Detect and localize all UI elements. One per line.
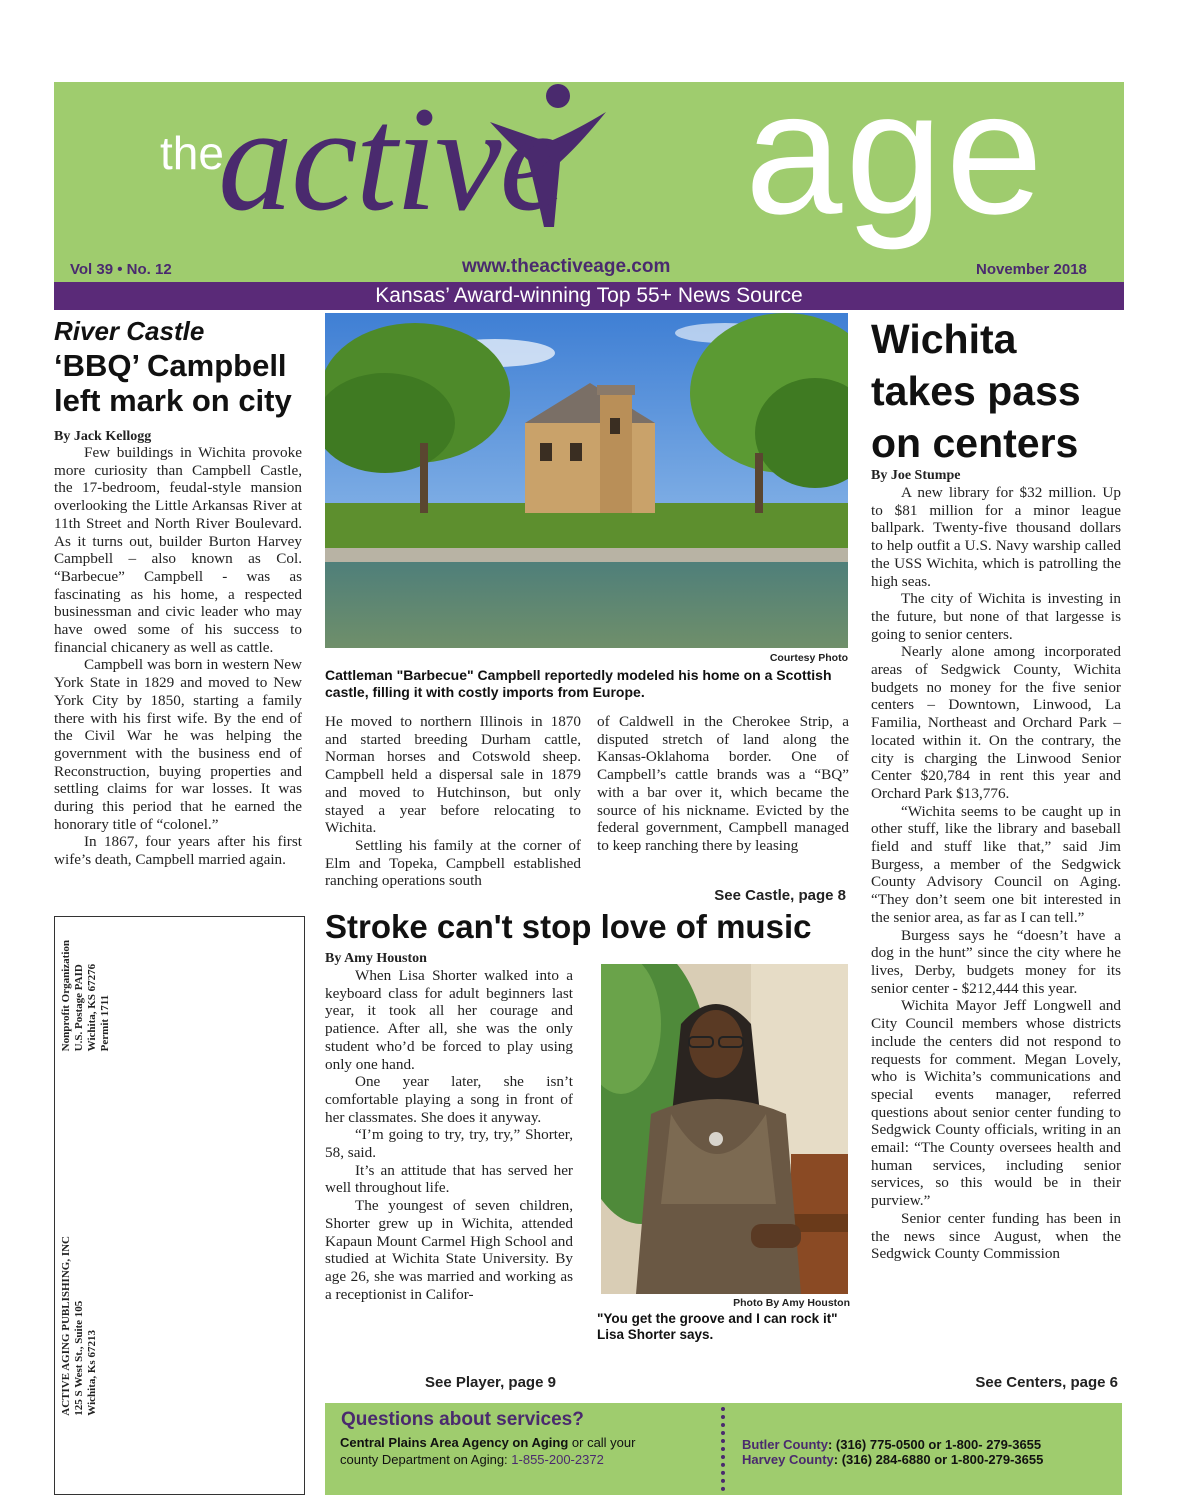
paragraph: Settling his family at the corner of Elm and Topeka, Campbell established ranching operations south: [325, 836, 581, 890]
paragraph: The city of Wichita is investing in the future, but none of that largesse is going to senior centers.: [871, 590, 1121, 643]
butler-county-line: [742, 1437, 1041, 1452]
paragraph: “Wichita seems to be caught up in other stuff, like the library and baseball field and stuff like that,” said Jim Burgess, a member of the Sedgwick County Advisory Council on Aging. “They don’t seem one bit interested in the senior area, as far as I can tell.”: [871, 802, 1121, 926]
publisher-line: 125 S West St., Suite 105: [73, 1300, 85, 1416]
centers-column: [871, 484, 1121, 1263]
centers-byline: By Joe Stumpe: [871, 468, 961, 483]
stroke-headline: Stroke can't stop love of music: [325, 908, 812, 945]
paragraph: Few buildings in Wichita provoke more curiosity than Campbell Castle, the 17-bedroom, feudal-style mansion overlooking the Little Arkansas River at 11th Street and North River Boulevard. As it turns out, builder Burton Harvey Campbell – also known as Col. “Barbecue” Campbell - was as fascinating as his home, a respected businessman and civic leader who may have owed some of his success to financial chicanery as well as cattle.: [54, 444, 302, 656]
stroke-photo-caption: "You get the groove and I can rock it" Lisa Shorter says.: [597, 1311, 838, 1342]
stroke-continued-link[interactable]: See Player, page 9: [425, 1374, 556, 1391]
paragraph: Burgess says he “doesn’t have a dog in the hunt” since the city where he lives, Derby, budgets money for its senior center - $212,444 this year.: [871, 926, 1121, 997]
permit-line: Nonprofit Organization: [60, 940, 72, 1052]
paragraph: He moved to northern Illinois in 1870 and started breeding Durham cattle, Norman horses and Cotswold sheep. Campbell held a dispersal sale in 1879 and moved to Hutchinson, but only stayed a year before relocating to Wichita.: [325, 713, 581, 837]
postage-permit: [60, 940, 112, 1051]
castle-column-1: [54, 444, 302, 869]
publisher-line: Wichita, Ks 67213: [86, 1330, 98, 1416]
paragraph: It’s an attitude that has served her well throughout life.: [325, 1161, 573, 1197]
agency-name: Central Plains Area Agency on Aging: [340, 1435, 569, 1450]
castle-photo-caption: Cattleman "Barbecue" Campbell reportedly modeled his home on a Scottish castle, filling it with costly imports from Europe.: [325, 667, 832, 700]
dept-phone[interactable]: 1-855-200-2372: [511, 1452, 604, 1467]
castle-column-3: [597, 713, 849, 855]
publisher-line: ACTIVE AGING PUBLISHING, INC: [60, 1236, 72, 1416]
tagline-bar: Kansas’ Award-winning Top 55+ News Source: [54, 282, 1124, 310]
paragraph: One year later, she isn’t comfortable playing a song in front of her classmates. She does it anyway.: [325, 1073, 573, 1126]
paragraph: “I’m going to try, try, try,” Shorter, 58, said.: [325, 1126, 573, 1162]
dept-label: county Department on Aging:: [340, 1452, 512, 1467]
castle-photo-credit: Courtesy Photo: [769, 652, 848, 664]
publisher-address: [60, 1236, 99, 1416]
services-dept-line: [340, 1452, 604, 1467]
services-question: Questions about services?: [341, 1409, 584, 1430]
dotted-divider: [721, 1407, 729, 1491]
harvey-phones[interactable]: : (316) 284-6880 or 1-800-279-3655: [833, 1452, 1044, 1467]
castle-continued-link[interactable]: See Castle, page 8: [714, 887, 846, 904]
masthead-age: age: [745, 56, 1046, 251]
paragraph: Senior center funding has been in the news since August, when the Sedgwick County Commission: [871, 1209, 1121, 1263]
harvey-county-line: [742, 1452, 1043, 1467]
castle-headline: ‘BBQ’ Campbell left mark on city: [54, 348, 292, 418]
castle-column-2: [325, 713, 581, 890]
paragraph: Nearly alone among incorporated areas of Sedgwick County, Wichita budgets no money for the five senior centers – Downtown, Linwood, La Familia, Northeast and Orchard Park – located within it. On the contrary, the city is charging the Linwood Senior Center $20,784 in rent this year and Orchard Park $13,776.: [871, 643, 1121, 802]
castle-byline: By Jack Kellogg: [54, 429, 152, 444]
butler-label: Butler County: [742, 1437, 828, 1452]
castle-kicker: River Castle: [54, 316, 205, 346]
stroke-byline: By Amy Houston: [325, 951, 427, 966]
permit-line: Permit 1711: [99, 994, 111, 1052]
permit-line: Wichita, KS 67276: [86, 963, 98, 1052]
lisa-shorter-photo: [601, 964, 848, 1294]
paragraph: When Lisa Shorter walked into a keyboard class for adult beginners last year, it took all her courage and patience. After all, she was the only student who’d be forced to play using only one hand.: [325, 967, 573, 1073]
services-agency-line: [340, 1435, 635, 1450]
paragraph: Wichita Mayor Jeff Longwell and City Council members whose districts include the centers did not respond to requests for comment. Megan Lovely, who is Wichita’s communications and special events manager, referred questions about senior center funding to Sedgwick County officials, writing in an email: “The County oversees health and human services, including senior services, so this would be in their purview.”: [871, 997, 1121, 1210]
masthead-the: the: [160, 127, 224, 179]
butler-phones[interactable]: : (316) 775-0500 or 1-800- 279-3655: [827, 1437, 1042, 1452]
stroke-column-1: [325, 967, 573, 1303]
stroke-photo-credit: Photo By Amy Houston: [733, 1297, 850, 1309]
permit-line: U.S. Postage PAID: [73, 964, 85, 1052]
volume-number: Vol 39 • No. 12: [70, 261, 172, 278]
masthead-active: active: [218, 76, 565, 242]
harvey-label: Harvey County: [742, 1452, 834, 1467]
paragraph: In 1867, four years after his first wife’s death, Campbell married again.: [54, 833, 302, 869]
paragraph: of Caldwell in the Cherokee Strip, a disputed stretch of land along the Kansas-Oklahoma border. One of Campbell’s cattle brands was a “BQ” with a bar over it, which became the source of his nickname. Evicted by the federal government, Campbell managed to keep ranching there by leasing: [597, 713, 849, 854]
paragraph: The youngest of seven children, Shorter grew up in Wichita, attended Kapaun Mount Carmel High School and studied at Wichita State University. By age 26, she was married and working as a receptionist in Califor-: [325, 1197, 573, 1303]
centers-headline: Wichita takes pass on centers: [871, 316, 1081, 466]
issue-date: November 2018: [976, 261, 1087, 278]
centers-continued-link[interactable]: See Centers, page 6: [975, 1374, 1118, 1391]
paragraph: Campbell was born in western New York State in 1829 and moved to New York City by 1850, starting a family there with his first wife. By the end of the Civil War he was helping the government with the business end of Reconstruction, buying properties and settling claims for war losses. It was during this period that he earned the honorary title of “colonel.”: [54, 656, 302, 833]
agency-suffix: or call your: [568, 1435, 636, 1450]
website-link[interactable]: www.theactiveage.com: [462, 256, 671, 277]
paragraph: A new library for $32 million. Up to $81 million for a minor league ballpark. Twenty-five thousand dollars to help outfit a U.S. Navy warship called the USS Wichita, which is patrolling the high seas.: [871, 484, 1121, 590]
castle-photo: [325, 313, 848, 648]
